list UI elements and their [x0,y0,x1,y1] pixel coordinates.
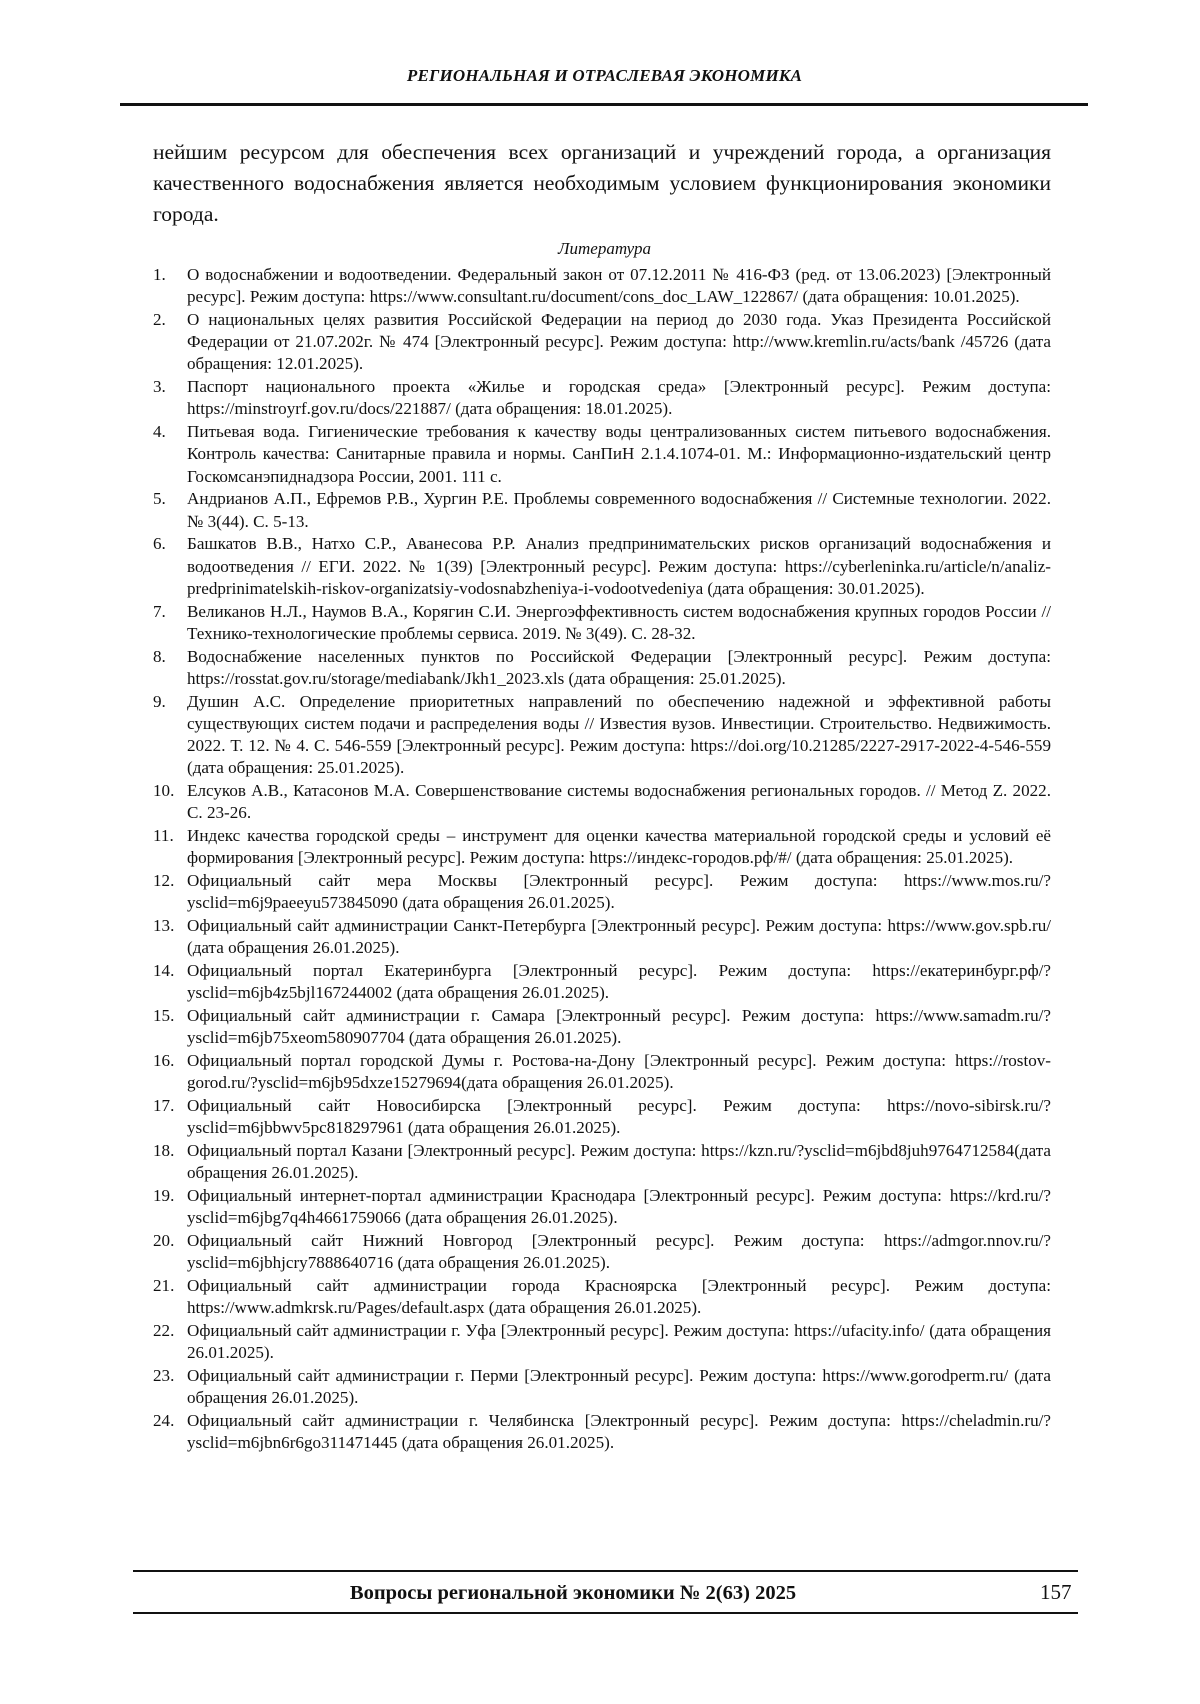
reference-item [153,309,1051,376]
reference-item [153,780,1051,824]
reference-item [153,960,1051,1004]
reference-item [153,1320,1051,1364]
footer-rule-top [133,1570,1078,1572]
reference-text: Питьевая вода. Гигиенические требования к качеству воды централизованных систем питьевого водоснабжения. Контроль качества: Санитарные правила и нормы. СанПиН 2.1.4.1074-01. М.: Информационно-издательский центр Госкомсанэпиднадзора России, 2001. 111 с. [187,422,1051,486]
reference-number: 10. [153,781,175,801]
reference-item [153,915,1051,959]
reference-text: Официальный портал Казани [Электронный ресурс]. Режим доступа: https://kzn.ru/?ysclid=m6jbd8juh9764712584(дата обращения 26.01.2025). [187,1141,1051,1183]
reference-item [153,1230,1051,1274]
reference-item [153,1140,1051,1184]
reference-text: Елсуков А.В., Катасонов М.А. Совершенствование системы водоснабжения региональных городов. // Метод Z. 2022. С. 23-26. [187,781,1051,823]
reference-text: Паспорт национального проекта «Жилье и городская среда» [Электронный ресурс]. Режим доступа: https://minstroyrf.gov.ru/docs/221887/ (дата обращения: 18.01.2025). [187,377,1051,419]
reference-text: Официальный сайт Нижний Новгород [Электронный ресурс]. Режим доступа: https://admgor.nnov.ru/?ysclid=m6jbhjcry7888640716 (дата обращения 26.01.2025). [187,1231,1051,1273]
reference-item [153,1275,1051,1319]
reference-number: 2. [153,310,166,329]
reference-item [153,488,1051,532]
reference-item [153,1005,1051,1049]
journal-title: Вопросы региональной экономики № 2(63) 2025 [349,1582,797,1604]
reference-item [153,376,1051,420]
reference-text: Официальный портал Екатеринбурга [Электронный ресурс]. Режим доступа: https://екатеринбург.рф/?ysclid=m6jb4z5bjl167244002 (дата обращения 26.01.2025). [187,961,1051,1003]
running-header: РЕГИОНАЛЬНАЯ И ОТРАСЛЕВАЯ ЭКОНОМИКА [406,66,803,85]
reference-item [153,691,1051,780]
reference-item [153,825,1051,869]
reference-item [153,533,1051,600]
reference-number: 22. [153,1321,175,1341]
reference-number: 17. [153,1096,175,1116]
reference-number: 15. [153,1006,175,1026]
reference-number: 11. [153,826,174,846]
reference-number: 12. [153,871,175,891]
reference-number: 7. [153,601,166,621]
reference-text: Официальный сайт администрации города Красноярска [Электронный ресурс]. Режим доступа: https://www.admkrsk.ru/Pages/default.aspx (дата обращения 26.01.2025). [187,1276,1051,1318]
reference-text: Великанов Н.Л., Наумов В.А., Корягин С.И. Энергоэффективность систем водоснабжения крупных городов России // Технико-технологические проблемы сервиса. 2019. № 3(49). С. 28-32. [187,601,1051,643]
reference-item [153,421,1051,488]
reference-text: О водоснабжении и водоотведении. Федеральный закон от 07.12.2011 № 416-ФЗ (ред. от 13.06.2023) [Электронный ресурс]. Режим доступа: https://www.consultant.ru/document/cons_doc_LAW_122867/ (дата обращения: 10.01.2025). [187,265,1051,307]
page-number: 157 [1040,1580,1072,1604]
reference-text: О национальных целях развития Российской Федерации на период до 2030 года. Указ Президента Российской Федерации от 21.07.202г. № 474 [Электронный ресурс]. Режим доступа: http://www.kremlin.ru/acts/bank /45726 (дата обращения: 12.01.2025). [187,310,1051,374]
reference-text: Андрианов А.П., Ефремов Р.В., Хургин Р.Е. Проблемы современного водоснабжения // Системные технологии. 2022. № 3(44). С. 5-13. [187,489,1051,531]
reference-text: Официальный сайт администрации г. Перми [Электронный ресурс]. Режим доступа: https://www.gorodperm.ru/ (дата обращения 26.01.2025). [187,1366,1051,1408]
reference-text: Официальный сайт Новосибирска [Электронный ресурс]. Режим доступа: https://novo-sibirsk.ru/?ysclid=m6jbbwv5pc818297961 (дата обращения 26.01.2025). [187,1096,1051,1138]
reference-text: Водоснабжение населенных пунктов по Российской Федерации [Электронный ресурс]. Режим доступа: https://rosstat.gov.ru/storage/mediabank/Jkh1_2023.xls (дата обращения: 25.01.2025). [187,646,1051,688]
reference-text: Официальный интернет-портал администрации Краснодара [Электронный ресурс]. Режим доступа: https://krd.ru/?ysclid=m6jbg7q4h4661759066 (дата обращения 26.01.2025). [187,1186,1051,1228]
reference-number: 4. [153,422,166,442]
references-list [153,264,1051,1455]
reference-item [153,646,1051,690]
reference-text: Индекс качества городской среды – инструмент для оценки качества материальной городской среды и условий её формирования [Электронный ресурс]. Режим доступа: https://индекс-городов.рф/#/ (дата обращения: 25.01.2025). [187,826,1051,868]
reference-number: 13. [153,916,175,936]
reference-text: Официальный сайт мера Москвы [Электронный ресурс]. Режим доступа: https://www.mos.ru/?ysclid=m6j9paeeyu573845090 (дата обращения 26.01.2025). [187,871,1051,913]
reference-text: Официальный сайт администрации г. Уфа [Электронный ресурс]. Режим доступа: https://ufacity.info/ (дата обращения 26.01.2025). [187,1321,1051,1363]
header-rule [120,103,1088,106]
reference-number: 24. [153,1411,175,1431]
reference-item [153,1410,1051,1454]
reference-number: 19. [153,1186,175,1206]
reference-text: Официальный портал городской Думы г. Ростова-на-Дону [Электронный ресурс]. Режим доступа: https://rostov-gorod.ru/?ysclid=m6jb95dxze15279694(дата обращения 26.01.2025). [187,1051,1051,1093]
reference-text: Башкатов В.В., Натхо С.Р., Аванесова Р.Р. Анализ предпринимательских рисков организаций водоснабжения и водоотведения // ЕГИ. 2022. № 1(39) [Электронный ресурс]. Режим доступа: https://cyberleninka.ru/article/n/analiz-predprinimatelskih-riskov-organizatsiy-vodosnabzheniya-i-vodootvedeniya (дата обращения: 30.01.2025). [187,534,1051,598]
reference-item [153,264,1051,308]
reference-number: 3. [153,377,166,397]
reference-number: 5. [153,489,166,509]
reference-number: 18. [153,1141,175,1161]
reference-number: 14. [153,961,175,981]
reference-text: Официальный сайт администрации г. Челябинска [Электронный ресурс]. Режим доступа: https://cheladmin.ru/?ysclid=m6jbn6r6go311471445 (дата обращения 26.01.2025). [187,1411,1051,1453]
reference-number: 21. [153,1276,175,1296]
reference-item [153,1365,1051,1409]
reference-number: 20. [153,1231,175,1251]
reference-number: 6. [153,534,166,554]
reference-number: 16. [153,1051,175,1071]
reference-text: Официальный сайт администрации г. Самара [Электронный ресурс]. Режим доступа: https://www.samadm.ru/?ysclid=m6jb75xeom580907704 (дата обращения 26.01.2025). [187,1006,1051,1048]
reference-number: 1. [153,265,166,284]
reference-item [153,1185,1051,1229]
footer-rule-bottom [133,1612,1078,1614]
reference-number: 9. [153,691,166,711]
references-heading: Литература [557,239,651,258]
body-paragraph: нейшим ресурсом для обеспечения всех организаций и учреждений города, а организация качественного водоснабжения является необходимым условием функционирования экономики города. [153,140,1051,226]
reference-item [153,1050,1051,1094]
reference-number: 23. [153,1366,175,1386]
reference-number: 8. [153,646,166,666]
reference-text: Официальный сайт администрации Санкт-Петербурга [Электронный ресурс]. Режим доступа: https://www.gov.spb.ru/ (дата обращения 26.01.2025). [187,916,1051,958]
reference-item [153,870,1051,914]
reference-text: Душин А.С. Определение приоритетных направлений по обеспечению надежной и эффективной работы существующих систем подачи и распределения воды // Известия вузов. Инвестиции. Строительство. Недвижимость. 2022. Т. 12. № 4. С. 546-559 [Электронный ресурс]. Режим доступа: https://doi.org/10.21285/2227-2917-2022-4-546-559 (дата обращения: 25.01.2025). [187,691,1051,778]
reference-item [153,1095,1051,1139]
reference-item [153,601,1051,645]
